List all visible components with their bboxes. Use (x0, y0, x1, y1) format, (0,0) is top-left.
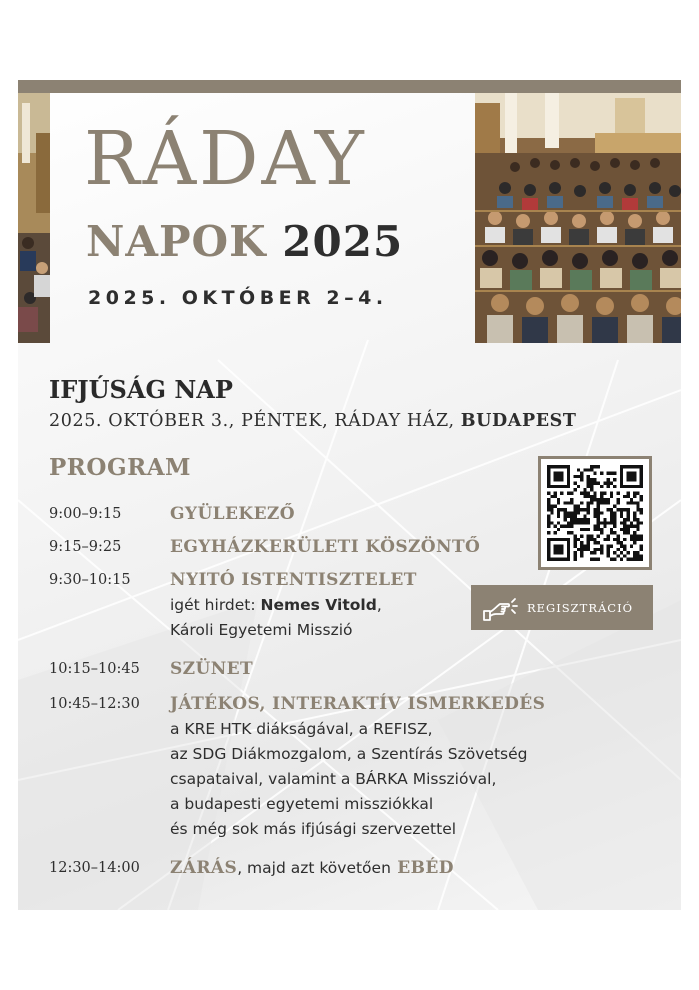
audience-photo-right (475, 93, 681, 343)
pointing-hand-icon (481, 593, 521, 623)
detail-line: a budapesti egyetemi missziókkal (170, 795, 434, 813)
qr-code-icon (547, 465, 643, 561)
schedule-title: NYITÓ ISTENTISZTELET (170, 570, 417, 590)
closing-title: ZÁRÁS (170, 858, 238, 878)
detail-line: és még sok más ifjúsági szervezettel (170, 820, 457, 838)
schedule-title: JÁTÉKOS, INTERAKTÍV ISMERKEDÉS (170, 694, 546, 714)
closing-end: EBÉD (397, 858, 454, 878)
festival-year: 2025 (282, 217, 404, 266)
registration-label: REGISZTRÁCIÓ (527, 600, 634, 615)
qr-code[interactable] (538, 456, 652, 570)
schedule-title: GYÜLEKEZŐ (170, 504, 295, 524)
day-subtitle-city: BUDAPEST (460, 411, 577, 431)
schedule-time: 10:45–12:30 (49, 696, 140, 712)
detail-line: az SDG Diákmozgalom, a Szentírás Szövetség (170, 745, 528, 763)
detail-line: csapataival, valamint a BÁRKA Misszióval, (170, 770, 497, 788)
preacher-prefix: igét hirdet: (170, 596, 256, 614)
registration-button[interactable] (471, 585, 653, 630)
poster (18, 80, 681, 910)
audience-photo-left (18, 93, 50, 343)
preacher-name: Nemes Vitold (260, 596, 377, 614)
schedule-title: SZÜNET (170, 659, 254, 679)
subtitle-word: NAPOK (86, 217, 267, 266)
schedule-time: 9:00–9:15 (49, 506, 122, 522)
program-heading: PROGRAM (49, 454, 192, 481)
schedule-title: EGYHÁZKERÜLETI KÖSZÖNTŐ (170, 537, 481, 557)
day-subtitle-text: 2025. OKTÓBER 3., PÉNTEK, RÁDAY HÁZ, (49, 411, 455, 431)
preacher-suffix: , (376, 596, 382, 614)
schedule-time: 9:30–10:15 (49, 572, 131, 588)
schedule-time: 10:15–10:45 (49, 661, 140, 677)
detail-line: a KRE HTK diákságával, a REFISZ, (170, 720, 433, 738)
preacher-line (170, 593, 382, 618)
festival-dates: 2025. OKTÓBER 2–4. (88, 287, 388, 309)
festival-title: RÁDAY (84, 116, 367, 202)
day-title: IFJÚSÁG NAP (49, 375, 233, 404)
festival-subtitle (86, 217, 404, 266)
closing-line (170, 858, 454, 878)
schedule-time: 9:15–9:25 (49, 539, 122, 555)
day-subtitle (49, 411, 577, 431)
schedule-time: 12:30–14:00 (49, 860, 140, 876)
closing-middle: , majd azt követően (237, 859, 391, 877)
preacher-org: Károli Egyetemi Misszió (170, 621, 353, 639)
